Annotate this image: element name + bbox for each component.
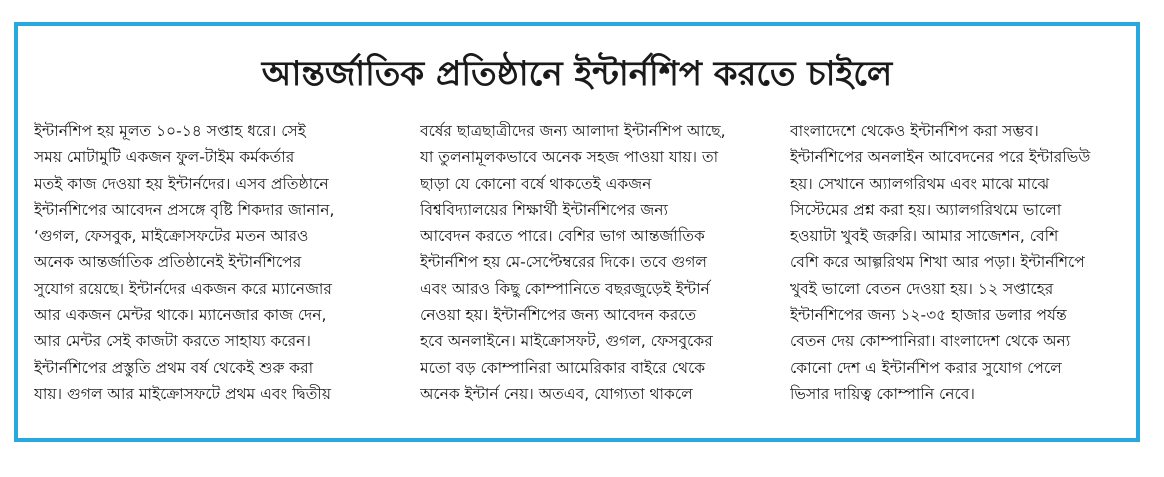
text-line: হয়। সেখানে অ্যালগরিথম এবং মাঝে মাঝে bbox=[790, 174, 1050, 193]
text-line: বিশ্ববিদ্যালয়ের শিক্ষার্থী ইন্টার্নশিপের জন্য bbox=[420, 200, 668, 219]
text-line: অনেক ইন্টার্ন নেয়। অতএব, যোগ্যতা থাকলে bbox=[420, 384, 693, 403]
text-line: ইন্টার্নশিপের প্রস্তুতি প্রথম বর্ষ থেকেই শুরু করা bbox=[34, 358, 314, 377]
text-line: বাংলাদেশে থেকেও ইন্টার্নশিপ করা সম্ভব। bbox=[790, 122, 1039, 140]
text-line: বেশি করে আল্গরিথম শিখা আর পড়া। ইন্টার্নশিপে bbox=[790, 253, 1085, 272]
text-line: এবং আরও কিছু কোম্পানিতে বছরজুড়েই ইন্টার্ন bbox=[420, 279, 710, 298]
article-frame bbox=[14, 22, 1140, 442]
text-line: সুযোগ রয়েছে। ইন্টার্নদের একজন করে ম্যানেজার bbox=[34, 279, 332, 298]
text-line: বেতন দেয় কোম্পানিরা। বাংলাদেশ থেকে অন্য bbox=[790, 332, 1071, 351]
text-line: ইন্টার্নশিপের আবেদন প্রসঙ্গে বৃষ্টি শিকদার জানান, bbox=[34, 200, 335, 219]
text-line: ছাড়া যে কোনো বর্ষে থাকতেই একজন bbox=[420, 174, 652, 193]
text-line: ইন্টার্নশিপের জন্য ১২-৩৫ হাজার ডলার পর্যন্ত bbox=[790, 306, 1067, 325]
article-column-1 bbox=[34, 118, 406, 407]
article-headline: আন্তর্জাতিক প্রতিষ্ঠানে ইন্টার্নশিপ করতে চাইলে bbox=[261, 54, 893, 94]
text-line: যায়। গুগল আর মাইক্রোসফটে প্রথম এবং দ্বিতীয় bbox=[34, 384, 331, 403]
text-line: বর্ষের ছাত্রছাত্রীদের জন্য আলাদা ইন্টার্নশিপ আছে, bbox=[420, 122, 726, 140]
text-line: হওয়াটা খুবই জরুরি। আমার সাজেশন, বেশি bbox=[790, 227, 1059, 246]
text-line: আর মেন্টর সেই কাজটা করতে সাহায্য করেন। bbox=[34, 332, 311, 351]
text-line: হবে অনলাইনে। মাইক্রোসফট, গুগল, ফেসবুকের bbox=[420, 332, 713, 351]
text-line: খুবই ভালো বেতন দেওয়া হয়। ১২ সপ্তাহের bbox=[790, 279, 1054, 298]
text-line: অনেক আন্তর্জাতিক প্রতিষ্ঠানেই ইন্টার্নশিপের bbox=[34, 253, 302, 272]
text-line: ভিসার দায়িত্ব কোম্পানি নেবে। bbox=[790, 384, 975, 403]
text-line: মতই কাজ দেওয়া হয় ইন্টার্নদের। এসব প্রতিষ্ঠানে bbox=[34, 174, 329, 193]
text-line: সময় মোটামুটি একজন ফুল-টাইম কর্মকর্তার bbox=[34, 148, 295, 167]
text-line: আর একজন মেন্টর থাকে। ম্যানেজার কাজ দেন, bbox=[34, 306, 327, 325]
article-column-3 bbox=[790, 118, 1150, 407]
text-line: মতো বড় কোম্পানিরা আমেরিকার বাইরে থেকে bbox=[420, 358, 706, 377]
text-line: ইন্টার্নশিপের অনলাইন আবেদনের পরে ইন্টারভিউ bbox=[790, 148, 1091, 167]
text-line: যা তুলনামূলকভাবে অনেক সহজ পাওয়া যায়। তা bbox=[420, 148, 719, 167]
text-line: সিস্টেমের প্রশ্ন করা হয়। অ্যালগরিথমে ভালো bbox=[790, 200, 1062, 219]
text-line: কোনো দেশ এ ইন্টার্নশিপ করার সুযোগ পেলে bbox=[790, 358, 1062, 377]
text-line: ইন্টার্নশিপ হয় মে-সেপ্টেম্বরের দিকে। তবে গুগল bbox=[420, 253, 707, 272]
text-line: নেওয়া হয়। ইন্টার্নশিপের জন্য আবেদন করতে bbox=[420, 306, 697, 325]
article-column-2 bbox=[420, 118, 776, 407]
text-line: আবেদন করতে পারে। বেশির ভাগ আন্তর্জাতিক bbox=[420, 227, 705, 246]
text-line: ‘গুগল, ফেসবুক, মাইক্রোসফটের মতন আরও bbox=[34, 227, 309, 246]
text-line: ইন্টার্নশিপ হয় মূলত ১০-১৪ সপ্তাহ ধরে। সেই bbox=[34, 122, 306, 140]
